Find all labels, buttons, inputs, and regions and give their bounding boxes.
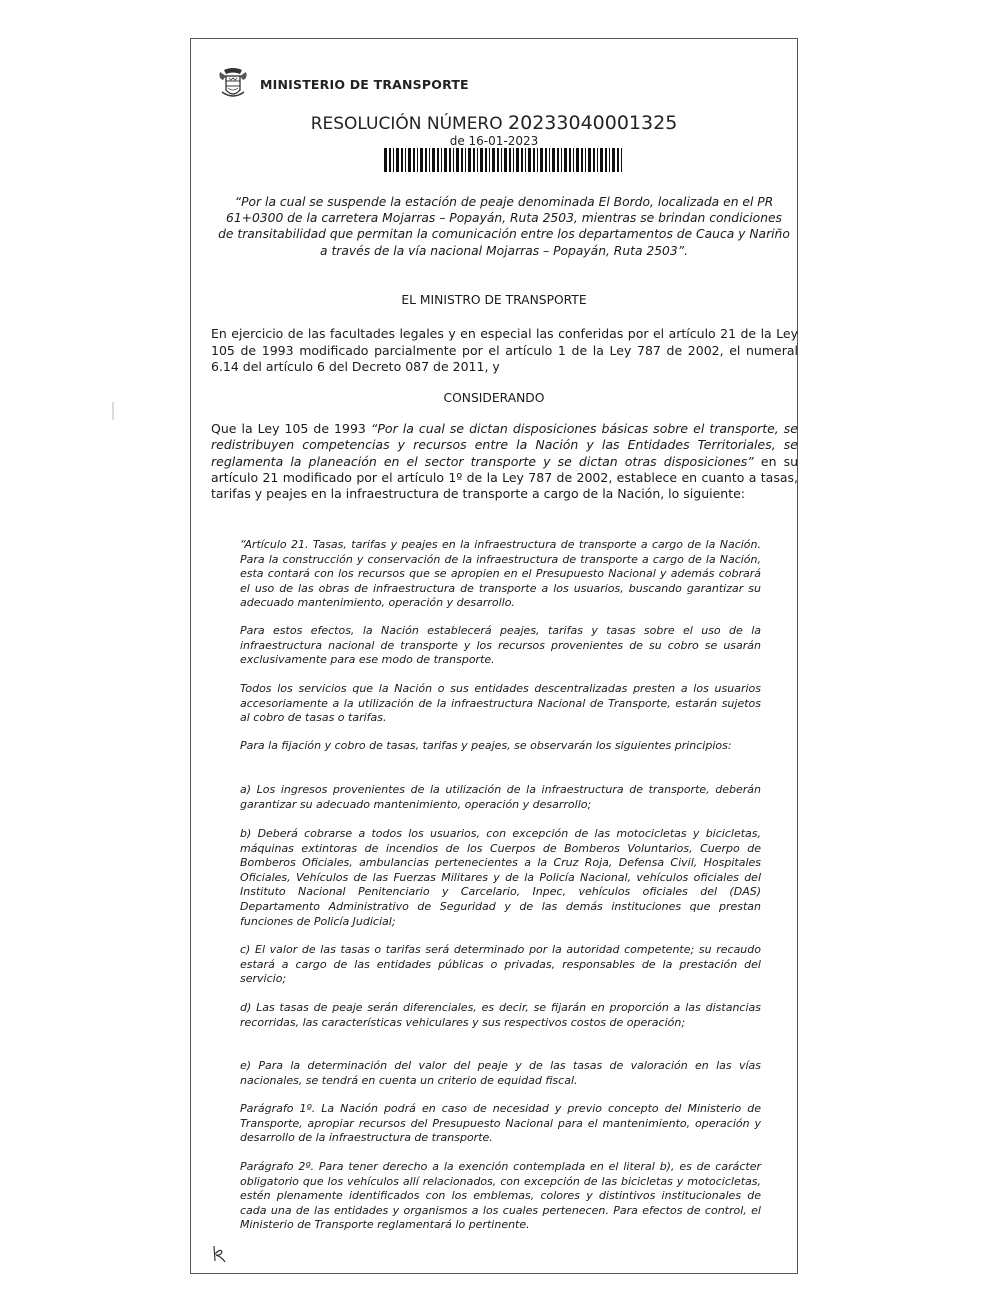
barcode-bar bbox=[545, 148, 547, 172]
barcode-bar bbox=[621, 148, 622, 172]
barcode-bar bbox=[480, 148, 483, 172]
barcode-bar bbox=[564, 148, 567, 172]
barcode-bar bbox=[612, 148, 615, 172]
barcode-bar bbox=[521, 148, 523, 172]
barcode-bar bbox=[593, 148, 595, 172]
barcode-bar bbox=[432, 148, 435, 172]
barcode-bar bbox=[588, 148, 591, 172]
barcode-bar bbox=[516, 148, 519, 172]
considerando-heading: CONSIDERANDO bbox=[443, 391, 545, 405]
barcode-bar bbox=[449, 148, 451, 172]
barcode-bar bbox=[384, 148, 387, 172]
barcode bbox=[384, 148, 626, 172]
barcode-bar bbox=[501, 148, 502, 172]
barcode-bar bbox=[405, 148, 406, 172]
barcode-bar bbox=[393, 148, 394, 172]
quote-paragraph: “Artículo 21. Tasas, tarifas y peajes en la infraestructura de transporte a cargo de la Nación. Para la construcción y conservación de la infraestructura de transporte a cargo de la Nación, esta contará con los recursos que se apropien en el Presupuesto Nacional y además cobrará el uso de las obras de infraestructura de transporte a los usuarios, buscando garantizar su adecuado mantenimiento, operación y desarrollo. bbox=[240, 538, 761, 610]
barcode-bar bbox=[492, 148, 495, 172]
epigraph: “Por la cual se suspende la estación de peaje denominada El Bordo, localizada en el PR 61+0300 de la carretera Mojarras – Popayán, Ruta 2503, mientras se brindan condiciones de transitabilidad que permitan la comunicación entre los departamentos de Cauca y Nariño a través de la vía nacional Mojarras – Popayán, Ruta 2503”. bbox=[218, 195, 790, 258]
barcode-bar bbox=[504, 148, 507, 172]
barcode-bar bbox=[528, 148, 531, 172]
barcode-bar bbox=[456, 148, 459, 172]
barcode-bar bbox=[425, 148, 427, 172]
barcode-bar bbox=[429, 148, 430, 172]
barcode-bar bbox=[437, 148, 439, 172]
scan-mark bbox=[110, 402, 116, 420]
quote-paragraph: a) Los ingresos provenientes de la utilización de la infraestructura de transporte, deberán garantizar su adecuado mantenimiento, operación y desarrollo; bbox=[240, 783, 761, 811]
quote-paragraph: Parágrafo 1º. La Nación podrá en caso de necesidad y previo concepto del Ministerio de Transporte, apropiar recursos del Presupuesto Nacional para el mantenimiento, operación y desarrollo de la infraestructura de transporte. bbox=[240, 1102, 761, 1145]
barcode-bar bbox=[401, 148, 403, 172]
minister-heading: EL MINISTRO DE TRANSPORTE bbox=[401, 293, 587, 307]
resolution-title bbox=[190, 112, 798, 134]
barcode-bar bbox=[413, 148, 415, 172]
barcode-bar bbox=[600, 148, 603, 172]
barcode-bar bbox=[549, 148, 550, 172]
barcode-bar bbox=[420, 148, 423, 172]
barcode-bar bbox=[609, 148, 610, 172]
quote-paragraph: Parágrafo 2º. Para tener derecho a la exención contemplada en el literal b), es de carácter obligatorio que los vehículos allí relacionados, con excepción de las bicicletas y motocicletas, estén plenamente identificados con los emblemas, colores y distintivos institucionales de cada una de las entidades y organismos a los cuales pertenecen. Para efectos de control, el Ministerio de Transporte reglamentará lo pertinente. bbox=[240, 1160, 761, 1232]
quote-paragraph: c) El valor de las tasas o tarifas será determinado por la autoridad competente; su recaudo estará a cargo de las entidades públicas o privadas, responsables de la prestación del servicio; bbox=[240, 943, 761, 986]
quote-paragraph: d) Las tasas de peaje serán diferenciales, es decir, se fijarán en proporción a las distancias recorridas, las características vehiculares y sus respectivos costos de operación; bbox=[240, 1001, 761, 1029]
quote-paragraph: Para estos efectos, la Nación establecerá peajes, tarifas y tasas sobre el uso de la infraestructura nacional de transporte y los recursos provenientes de su cobro se usarán exclusivamente para ese modo de transporte. bbox=[240, 624, 761, 667]
barcode-bar bbox=[417, 148, 418, 172]
barcode-bar bbox=[497, 148, 499, 172]
handwritten-initials bbox=[210, 1244, 228, 1264]
resolution-label: RESOLUCIÓN NÚMERO bbox=[310, 114, 503, 134]
barcode-bar bbox=[477, 148, 478, 172]
barcode-bar bbox=[465, 148, 466, 172]
barcode-bar bbox=[540, 148, 543, 172]
letterhead bbox=[218, 66, 469, 102]
barcode-bar bbox=[489, 148, 490, 172]
barcode-bar bbox=[453, 148, 454, 172]
barcode-bar bbox=[444, 148, 447, 172]
barcode-bar bbox=[597, 148, 598, 172]
barcode-bar bbox=[509, 148, 511, 172]
quote-paragraph: Todos los servicios que la Nación o sus entidades descentralizadas presten a los usuarios accesoriamente a la utilización de la infraestructura Nacional de Transporte, estarán sujetos al cobro de tasas o tarifas. bbox=[240, 682, 761, 725]
quote-paragraph: Para la fijación y cobro de tasas, tarifas y peajes, se observarán los siguientes principios: bbox=[240, 739, 732, 752]
ministry-name: MINISTERIO DE TRANSPORTE bbox=[260, 76, 469, 92]
barcode-bar bbox=[485, 148, 487, 172]
barcode-bar bbox=[533, 148, 535, 172]
barcode-bar bbox=[561, 148, 562, 172]
barcode-bar bbox=[573, 148, 574, 172]
resolution-date: de 16-01-2023 bbox=[449, 134, 539, 148]
barcode-bar bbox=[552, 148, 555, 172]
intro-lead: Que la Ley 105 de 1993 bbox=[211, 421, 371, 436]
barcode-bar bbox=[461, 148, 463, 172]
barcode-bar bbox=[473, 148, 475, 172]
barcode-bar bbox=[468, 148, 471, 172]
barcode-bar bbox=[389, 148, 391, 172]
quote-paragraph: b) Deberá cobrarse a todos los usuarios, con excepción de las motocicletas y bicicletas, máquinas extintoras de incendios de los Cuerpos de Bomberos Voluntarios, Cuerpo de Bomberos Oficiales, ambulancias pertenecientes a la Cruz Roja, Defensa Civil, Hospitales Oficiales, Vehículos de las Fuerzas Militares y de la Policía Nacional, vehículos oficiales del Instituto Nacional Penitenciario y Carcelario, Inpec, vehículos oficiales del (DAS) Departamento Administrativo de Seguridad y de las demás instituciones que prestan funciones de Policía Judicial; bbox=[240, 827, 761, 928]
barcode-bar bbox=[408, 148, 411, 172]
resolution-number: 20233040001325 bbox=[508, 112, 678, 134]
barcode-bar bbox=[617, 148, 619, 172]
barcode-bar bbox=[585, 148, 586, 172]
barcode-bar bbox=[513, 148, 514, 172]
intro-tail: en su artículo 21 modificado por el artículo 1º de la Ley 787 de 2002, establece en cuanto a tasas, tarifas y peajes en la infraestructura de transporte a cargo de la Nación, lo siguiente: bbox=[211, 453, 799, 502]
barcode-bar bbox=[557, 148, 559, 172]
barcode-bar bbox=[525, 148, 526, 172]
preamble: En ejercicio de las facultades legales y en especial las conferidas por el artículo 21 de la Ley 105 de 1993 modificado parcialmente por el artículo 1 de la Ley 787 de 2002, el numeral 6.14 del artículo 6 del Decreto 087 de 2011, y bbox=[211, 326, 798, 374]
barcode-bar bbox=[581, 148, 583, 172]
barcode-bar bbox=[396, 148, 399, 172]
barcode-bar bbox=[569, 148, 571, 172]
intro-paragraph bbox=[211, 421, 798, 502]
colombia-coat-of-arms-icon bbox=[218, 66, 248, 102]
barcode-bar bbox=[537, 148, 538, 172]
barcode-bar bbox=[576, 148, 579, 172]
barcode-bar bbox=[441, 148, 442, 172]
barcode-bar bbox=[605, 148, 607, 172]
law-title: “Por la cual se dictan disposiciones básicas sobre el transporte, se redistribuyen competencias y recursos entre la Nación y las Entidades Territoriales, se reglamenta la planeación en el sector transporte y se dictan otras disposiciones” bbox=[211, 421, 798, 469]
quote-paragraph: e) Para la determinación del valor del peaje y de las tasas de valoración en las vías nacionales, se tendrá en cuenta un criterio de equidad fiscal. bbox=[240, 1059, 761, 1087]
